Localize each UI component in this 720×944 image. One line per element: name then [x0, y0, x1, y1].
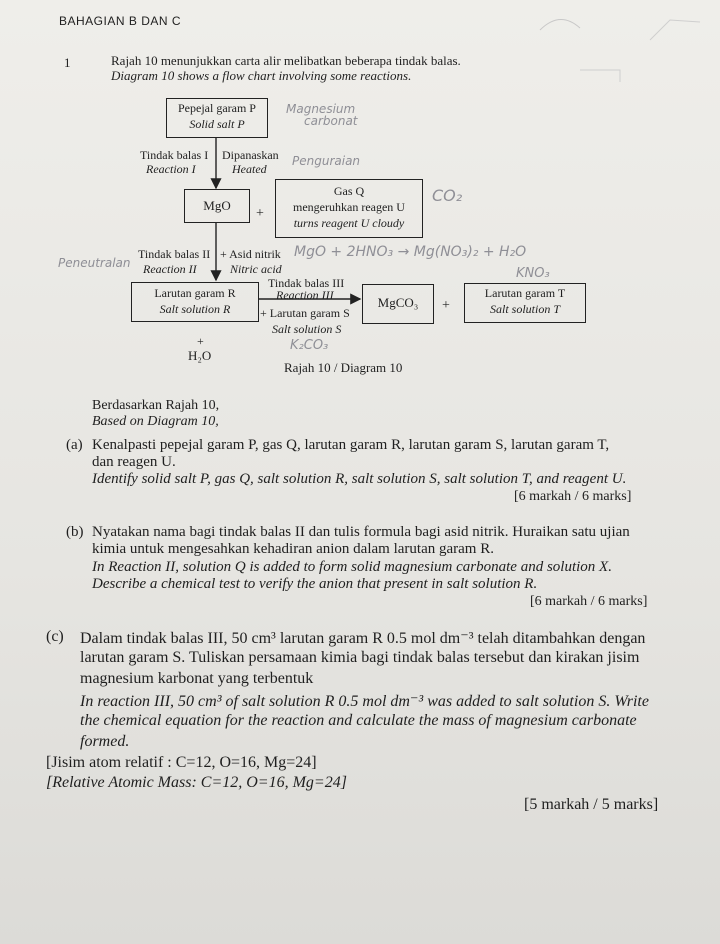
qb-ms-2: kimia untuk mengesahkan kehadiran anion dalam larutan garam R. [92, 541, 494, 557]
qa-marks: [6 markah / 6 marks] [514, 489, 632, 504]
handwriting-penguraian: Penguraian [292, 154, 361, 168]
salt-r-ms: Larutan garam R [154, 286, 236, 300]
based-on-en: Based on Diagram 10, [92, 414, 219, 429]
qc-en-1: In reaction III, 50 cm³ of salt solution R 0.5 mol dm⁻³ was added to salt solution S. Write [80, 693, 649, 710]
qc-en-3: formed. [80, 733, 130, 750]
handwriting-carbonat: carbonat [304, 114, 358, 128]
qb-label: (b) [66, 524, 84, 540]
qc-marks: [5 markah / 5 marks] [524, 796, 659, 813]
plus-sign-3: + [197, 334, 204, 348]
handwriting-peneutralan: Peneutralan [58, 256, 131, 270]
reaction1-ms: Tindak balas I [140, 148, 209, 162]
based-on-ms: Berdasarkan Rajah 10, [92, 398, 220, 413]
qc-ram-ms: [Jisim atom relatif : C=12, O=16, Mg=24] [46, 754, 317, 771]
handwriting-co2: CO₂ [432, 186, 463, 205]
reaction3-ms: Tindak balas III [268, 276, 345, 290]
qa-ms-1: Kenalpasti pepejal garam P, gas Q, larutan garam R, larutan garam S, larutan garam T, [92, 437, 610, 453]
gas-q-label: Gas Q [333, 184, 365, 198]
section-title: BAHAGIAN B DAN C [59, 14, 182, 28]
intro-en: Diagram 10 shows a flow chart involving some reactions. [111, 68, 412, 83]
reaction2-en: Reaction II [143, 262, 197, 276]
salt-r-en: Salt solution R [159, 302, 231, 316]
qb-en-1: In Reaction II, solution Q is added to form solid magnesium carbonate and solution X. [92, 559, 612, 575]
gas-q-ms: mengeruhkan reagen U [293, 200, 405, 214]
nitric-acid-ms: + Asid nitrik [220, 247, 281, 261]
heated-en: Heated [232, 162, 267, 176]
mgo-label: MgO [203, 198, 231, 213]
salt-t-ms: Larutan garam T [484, 286, 566, 300]
heated-ms: Dipanaskan [222, 148, 279, 162]
plus-sign-1: + [256, 206, 264, 221]
reaction2-ms: Tindak balas II [138, 247, 211, 261]
gas-q-en: turns reagent U cloudy [293, 216, 405, 230]
qa-ms-2: dan reagen U. [92, 454, 176, 470]
qb-marks: [6 markah / 6 marks] [530, 594, 648, 609]
qc-ram-en: [Relative Atomic Mass: C=12, O=16, Mg=24] [46, 774, 347, 791]
water-label: H₂O [188, 348, 212, 363]
salt-t-en: Salt solution T [489, 302, 560, 316]
reaction3-en: Reaction III [276, 288, 334, 302]
reaction1-en: Reaction I [146, 162, 196, 176]
salt-s-ms: + Larutan garam S [260, 306, 350, 320]
qc-ms-3: magnesium karbonat yang terbentuk [80, 670, 314, 687]
qc-ms-1: Dalam tindak balas III, 50 cm³ larutan garam R 0.5 mol dm⁻³ telah ditambahkan dengan [80, 630, 646, 647]
qc-ms-2: larutan garam S. Tuliskan persamaan kimia bagi tindak balas tersebut dan kirakan jisim [80, 649, 640, 666]
handwriting-equation: MgO + 2HNO₃ → Mg(NO₃)₂ + H₂O [294, 244, 527, 260]
intro-ms: Rajah 10 menunjukkan carta alir melibatkan beberapa tindak balas. [111, 53, 461, 68]
solid-salt-ms: Pepejal garam P [178, 101, 256, 115]
plus-sign-2: + [442, 298, 450, 313]
solid-salt-en: Solid salt P [189, 117, 245, 131]
qa-label: (a) [66, 437, 83, 453]
diagram-caption: Rajah 10 / Diagram 10 [284, 360, 403, 375]
qa-en-1: Identify solid salt P, gas Q, salt solution R, salt solution S, salt solution T, and reagent U. [92, 471, 627, 487]
qb-ms-1: Nyatakan nama bagi tindak balas II dan tulis formula bagi asid nitrik. Huraikan satu ujian [92, 524, 630, 540]
mgco3-label: MgCO₃ [377, 295, 419, 310]
question-number: 1 [64, 55, 71, 70]
handwriting-k2co3: K₂CO₃ [290, 338, 329, 353]
handwriting-kno3: KNO₃ [516, 266, 550, 281]
qc-en-2: the chemical equation for the reaction and calculate the mass of magnesium carbonate [80, 712, 637, 729]
salt-s-en: Salt solution S [272, 322, 342, 336]
qb-en-2: Describe a chemical test to verify the anion that present in salt solution R. [92, 576, 538, 592]
qc-label: (c) [46, 628, 64, 645]
handwriting-magnesium: Magnesium [286, 102, 356, 116]
nitric-acid-en: Nitric acid [230, 262, 282, 276]
